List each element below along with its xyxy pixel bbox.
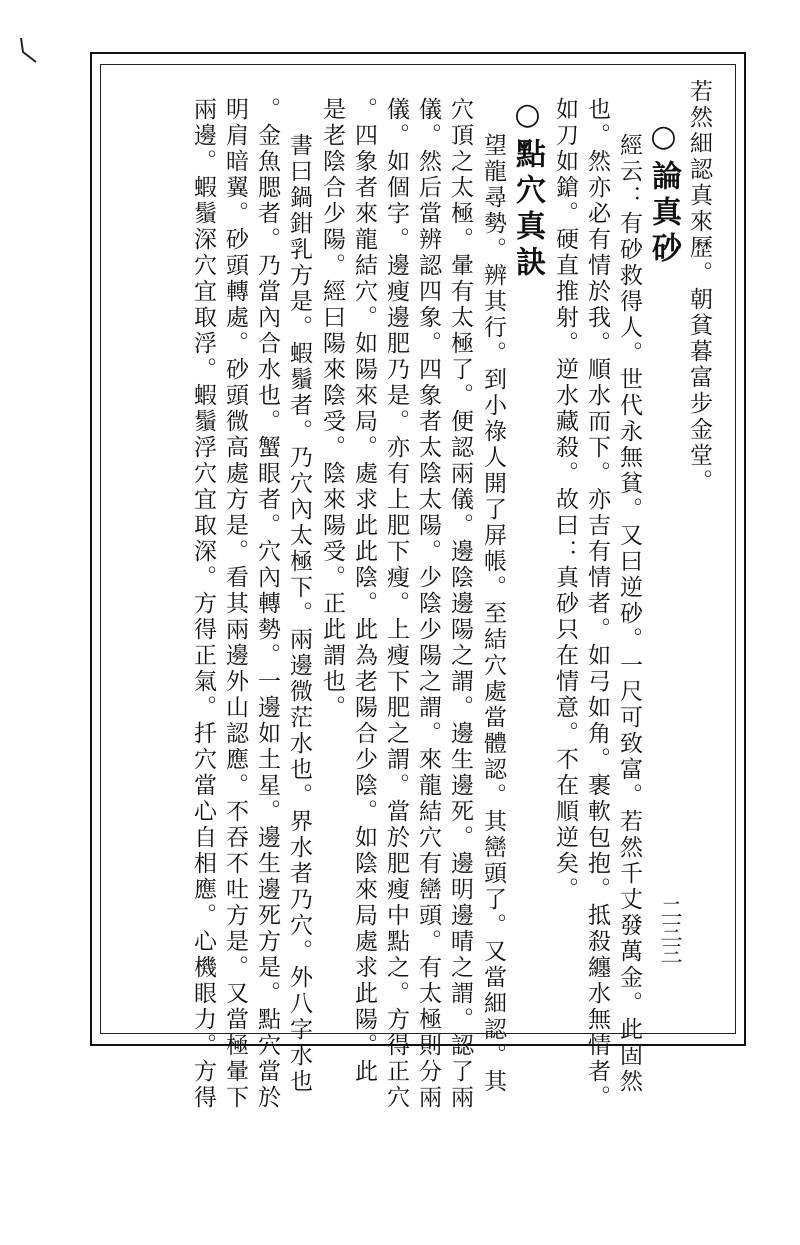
text-column-4: 也。然亦必有情於我。順水而下。亦吉有情者。如弓如角。裹軟包抱。抵殺纏水無情者。 <box>584 97 610 1111</box>
text-column-5: 如刀如鎗。硬直推射。逆水藏殺。故曰：真砂只在情意。不在順逆矣。 <box>552 97 578 903</box>
page-number: 二三三 <box>657 898 682 964</box>
text-column-13: 書曰鍋鉗乳方是。蝦鬚者。乃穴內太極下。兩邊微茫水也。界水者乃穴。外八字水也 <box>286 133 312 1095</box>
text-column-10: 儀。如個字。邊瘦邊肥乃是。亦有上肥下瘦。上瘦下肥之謂。當於肥瘦中點之。方得正穴 <box>383 97 409 1111</box>
text-column-14: 。金魚腮者。乃當內合水也。蟹眼者。穴內轉勢。一邊如土星。邊生邊死方是。點穴當於 <box>254 97 280 1111</box>
text-column-15: 明肩暗翼。砂頭轉處。砂頭微高處方是。看其兩邊外山認應。不吞不吐方是。又當極暈下 <box>222 97 248 1111</box>
page-inner-border <box>100 64 736 1111</box>
text-column-3: 經云：有砂救得人。世代永無貧。又曰逆砂。一尺可致富。若然千丈發萬金。此固然 <box>616 133 642 1095</box>
scan-corner-mark <box>18 36 40 64</box>
text-column-1: 若然細認真來歷。朝貧暮富步金堂。 <box>686 79 712 495</box>
heading-true-sand: ○論真砂 <box>646 119 681 268</box>
text-column-16: 兩邊。蝦鬚深穴宜取浮。蝦鬚浮穴宜取深。方得正氣。扦穴當心自相應。心機眼力。方得 <box>190 97 216 1111</box>
text-column-11: 。四象者來龍結穴。如陽來局。處求此此陰。此為老陽合少陰。如陰來局處求此陽。此 <box>351 97 377 1085</box>
text-column-12: 是老陰合少陽。經曰陽來陰受。陰來陽受。正此謂也。 <box>319 97 345 721</box>
text-column-8: 穴頂之太極。暈有太極了。便認兩儀。邊陰邊陽之謂。邊生邊死。邊明邊晴之謂。認了兩 <box>447 97 473 1111</box>
heading-acupoint: ○點穴真訣 <box>510 97 545 282</box>
text-column-7: 望龍尋勢。辨其行。到小祿人開了屏帳。至結穴處當體認。其巒頭了。又當細認。其 <box>480 133 506 1095</box>
text-column-9: 儀。然后當辨認四象。四象者太陰太陽。少陰少陽之謂。來龍結穴有巒頭。有太極則分兩 <box>415 97 441 1111</box>
